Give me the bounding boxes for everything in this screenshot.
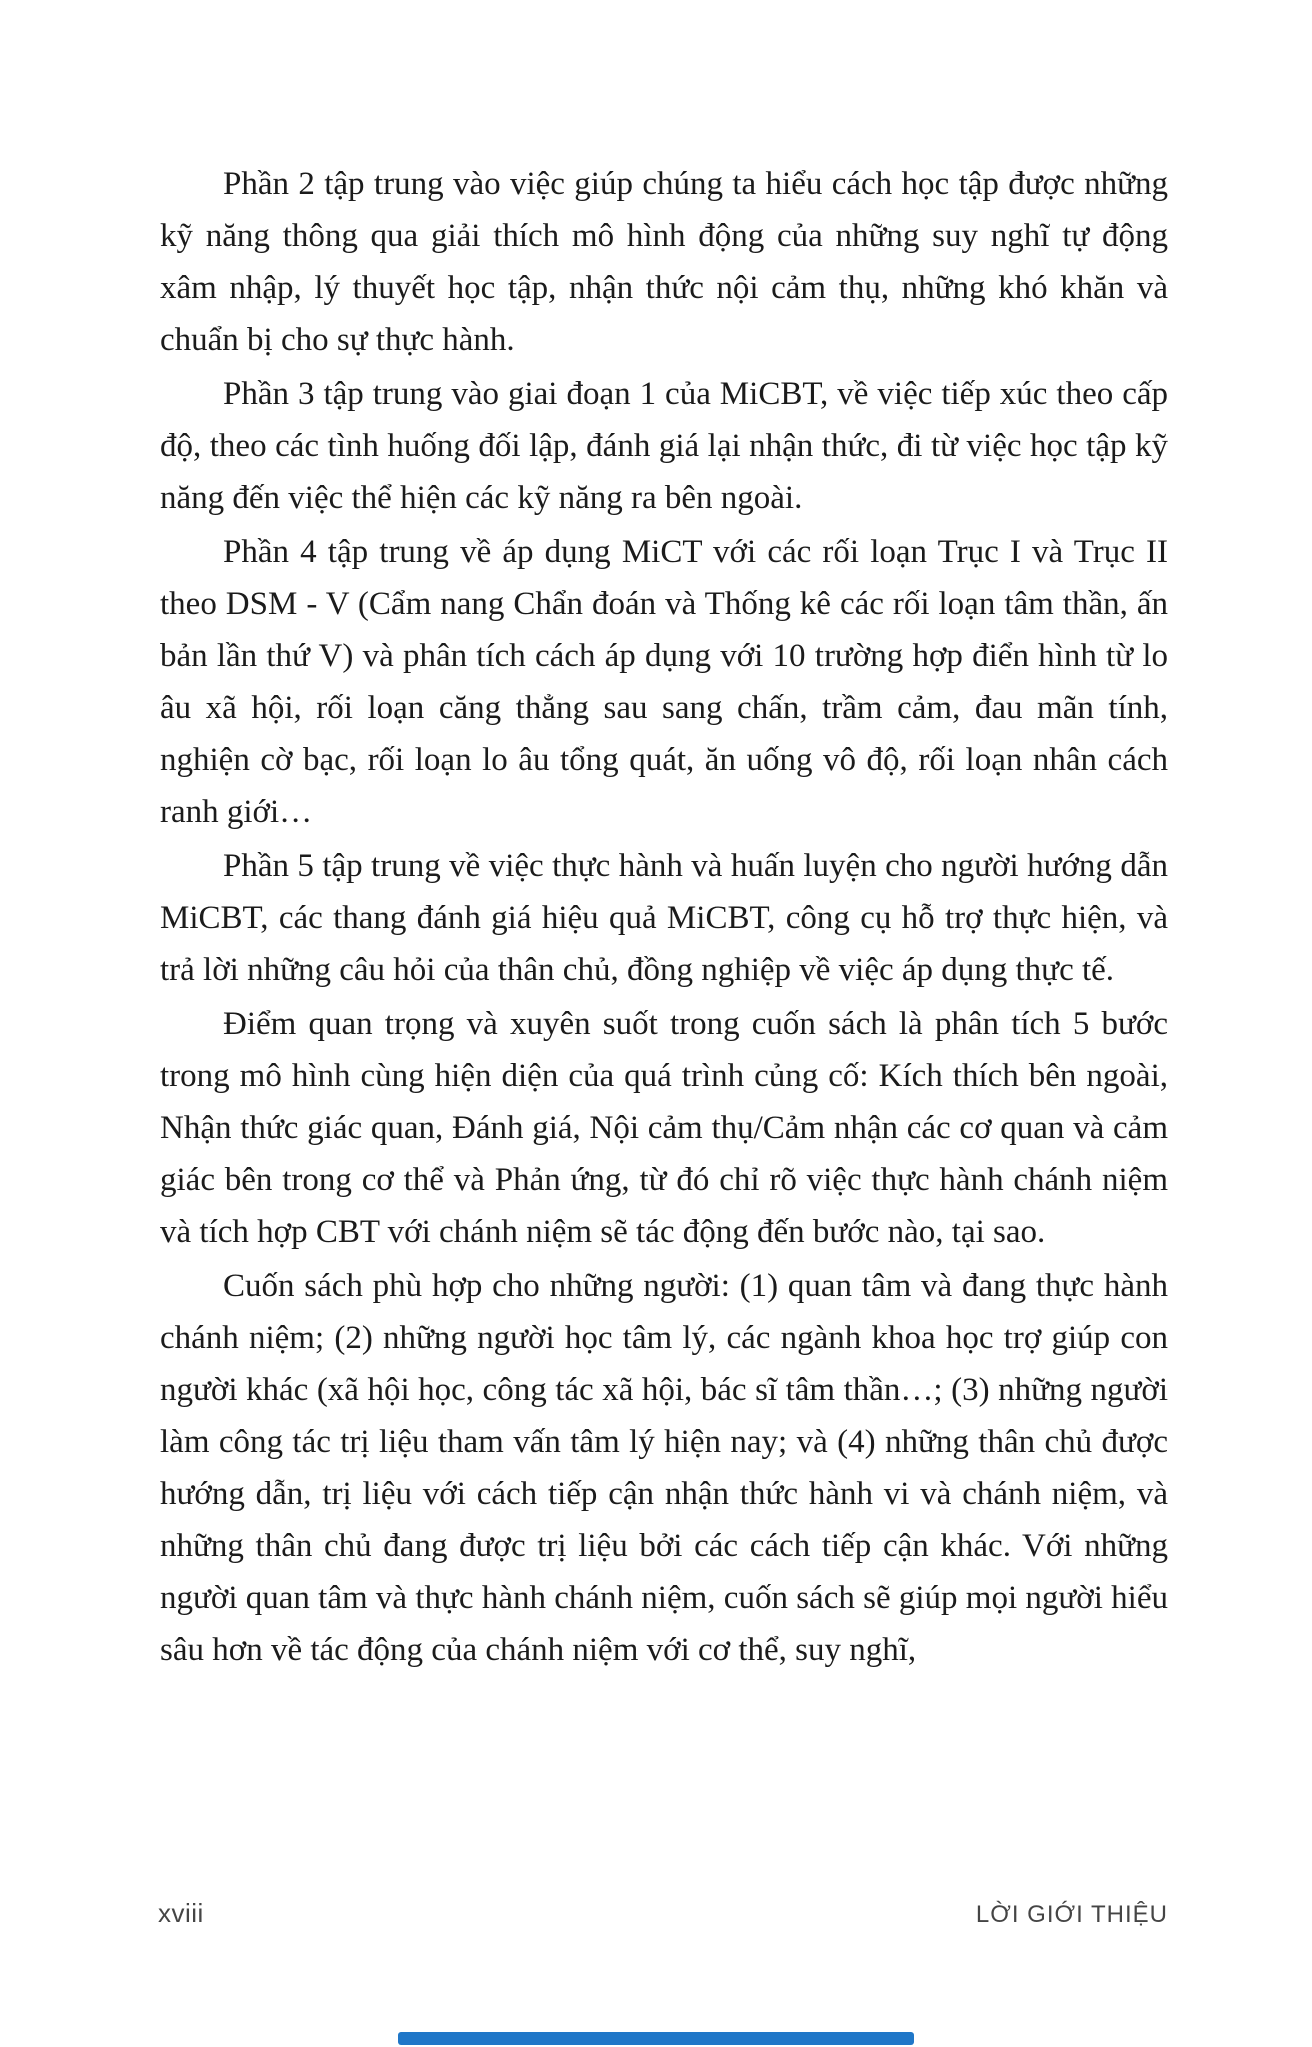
paragraph-part-5: Phần 5 tập trung về việc thực hành và huấn luyện cho người hướng dẫn MiCBT, các thang đánh giá hiệu quả MiCBT, công cụ hỗ trợ thực hiện, và trả lời những câu hỏi của thân chủ, đồng nghiệp về việc áp dụng thực tế.: [160, 848, 1168, 988]
paragraph-audience: Cuốn sách phù hợp cho những người: (1) quan tâm và đang thực hành chánh niệm; (2) những người học tâm lý, các ngành khoa học trợ giúp con người khác (xã hội học, công tác xã hội, bác sĩ tâm thần…; (3) những người làm công tác trị liệu tham vấn tâm lý hiện nay; và (4) những thân chủ được hướng dẫn, trị liệu với cách tiếp cận nhận thức hành vi và chánh niệm, và những thân chủ đang được trị liệu bởi các cách tiếp cận khác. Với những người quan tâm và thực hành chánh niệm, cuốn sách sẽ giúp mọi người hiểu sâu hơn về tác động của chánh niệm với cơ thể, suy nghĩ,: [160, 1268, 1168, 1668]
footer-section-title: LỜI GIỚI THIỆU: [975, 1901, 1168, 1928]
page-footer: [158, 1898, 1168, 1929]
paragraph-part-4: Phần 4 tập trung về áp dụng MiCT với các rối loạn Trục I và Trục II theo DSM - V (Cẩm nang Chẩn đoán và Thống kê các rối loạn tâm thần, ấn bản lần thứ V) và phân tích cách áp dụng với 10 trường hợp điển hình từ lo âu xã hội, rối loạn căng thẳng sau sang chấn, trầm cảm, đau mãn tính, nghiện cờ bạc, rối loạn lo âu tổng quát, ăn uống vô độ, rối loạn nhân cách ranh giới…: [160, 534, 1168, 830]
bottom-progress-bar: [398, 2032, 914, 2045]
page-body-text: [160, 158, 1168, 1678]
paragraph-key-point: Điểm quan trọng và xuyên suốt trong cuốn sách là phân tích 5 bước trong mô hình cùng hiện diện của quá trình củng cố: Kích thích bên ngoài, Nhận thức giác quan, Đánh giá, Nội cảm thụ/Cảm nhận các cơ quan và cảm giác bên trong cơ thể và Phản ứng, từ đó chỉ rõ việc thực hành chánh niệm và tích hợp CBT với chánh niệm sẽ tác động đến bước nào, tại sao.: [160, 1006, 1168, 1250]
paragraph-part-2: Phần 2 tập trung vào việc giúp chúng ta hiểu cách học tập được những kỹ năng thông qua giải thích mô hình động của những suy nghĩ tự động xâm nhập, lý thuyết học tập, nhận thức nội cảm thụ, những khó khăn và chuẩn bị cho sự thực hành.: [160, 166, 1168, 358]
page-number: xviii: [158, 1898, 204, 1928]
paragraph-part-3: Phần 3 tập trung vào giai đoạn 1 của MiCBT, về việc tiếp xúc theo cấp độ, theo các tình huống đối lập, đánh giá lại nhận thức, đi từ việc học tập kỹ năng đến việc thể hiện các kỹ năng ra bên ngoài.: [160, 376, 1168, 516]
